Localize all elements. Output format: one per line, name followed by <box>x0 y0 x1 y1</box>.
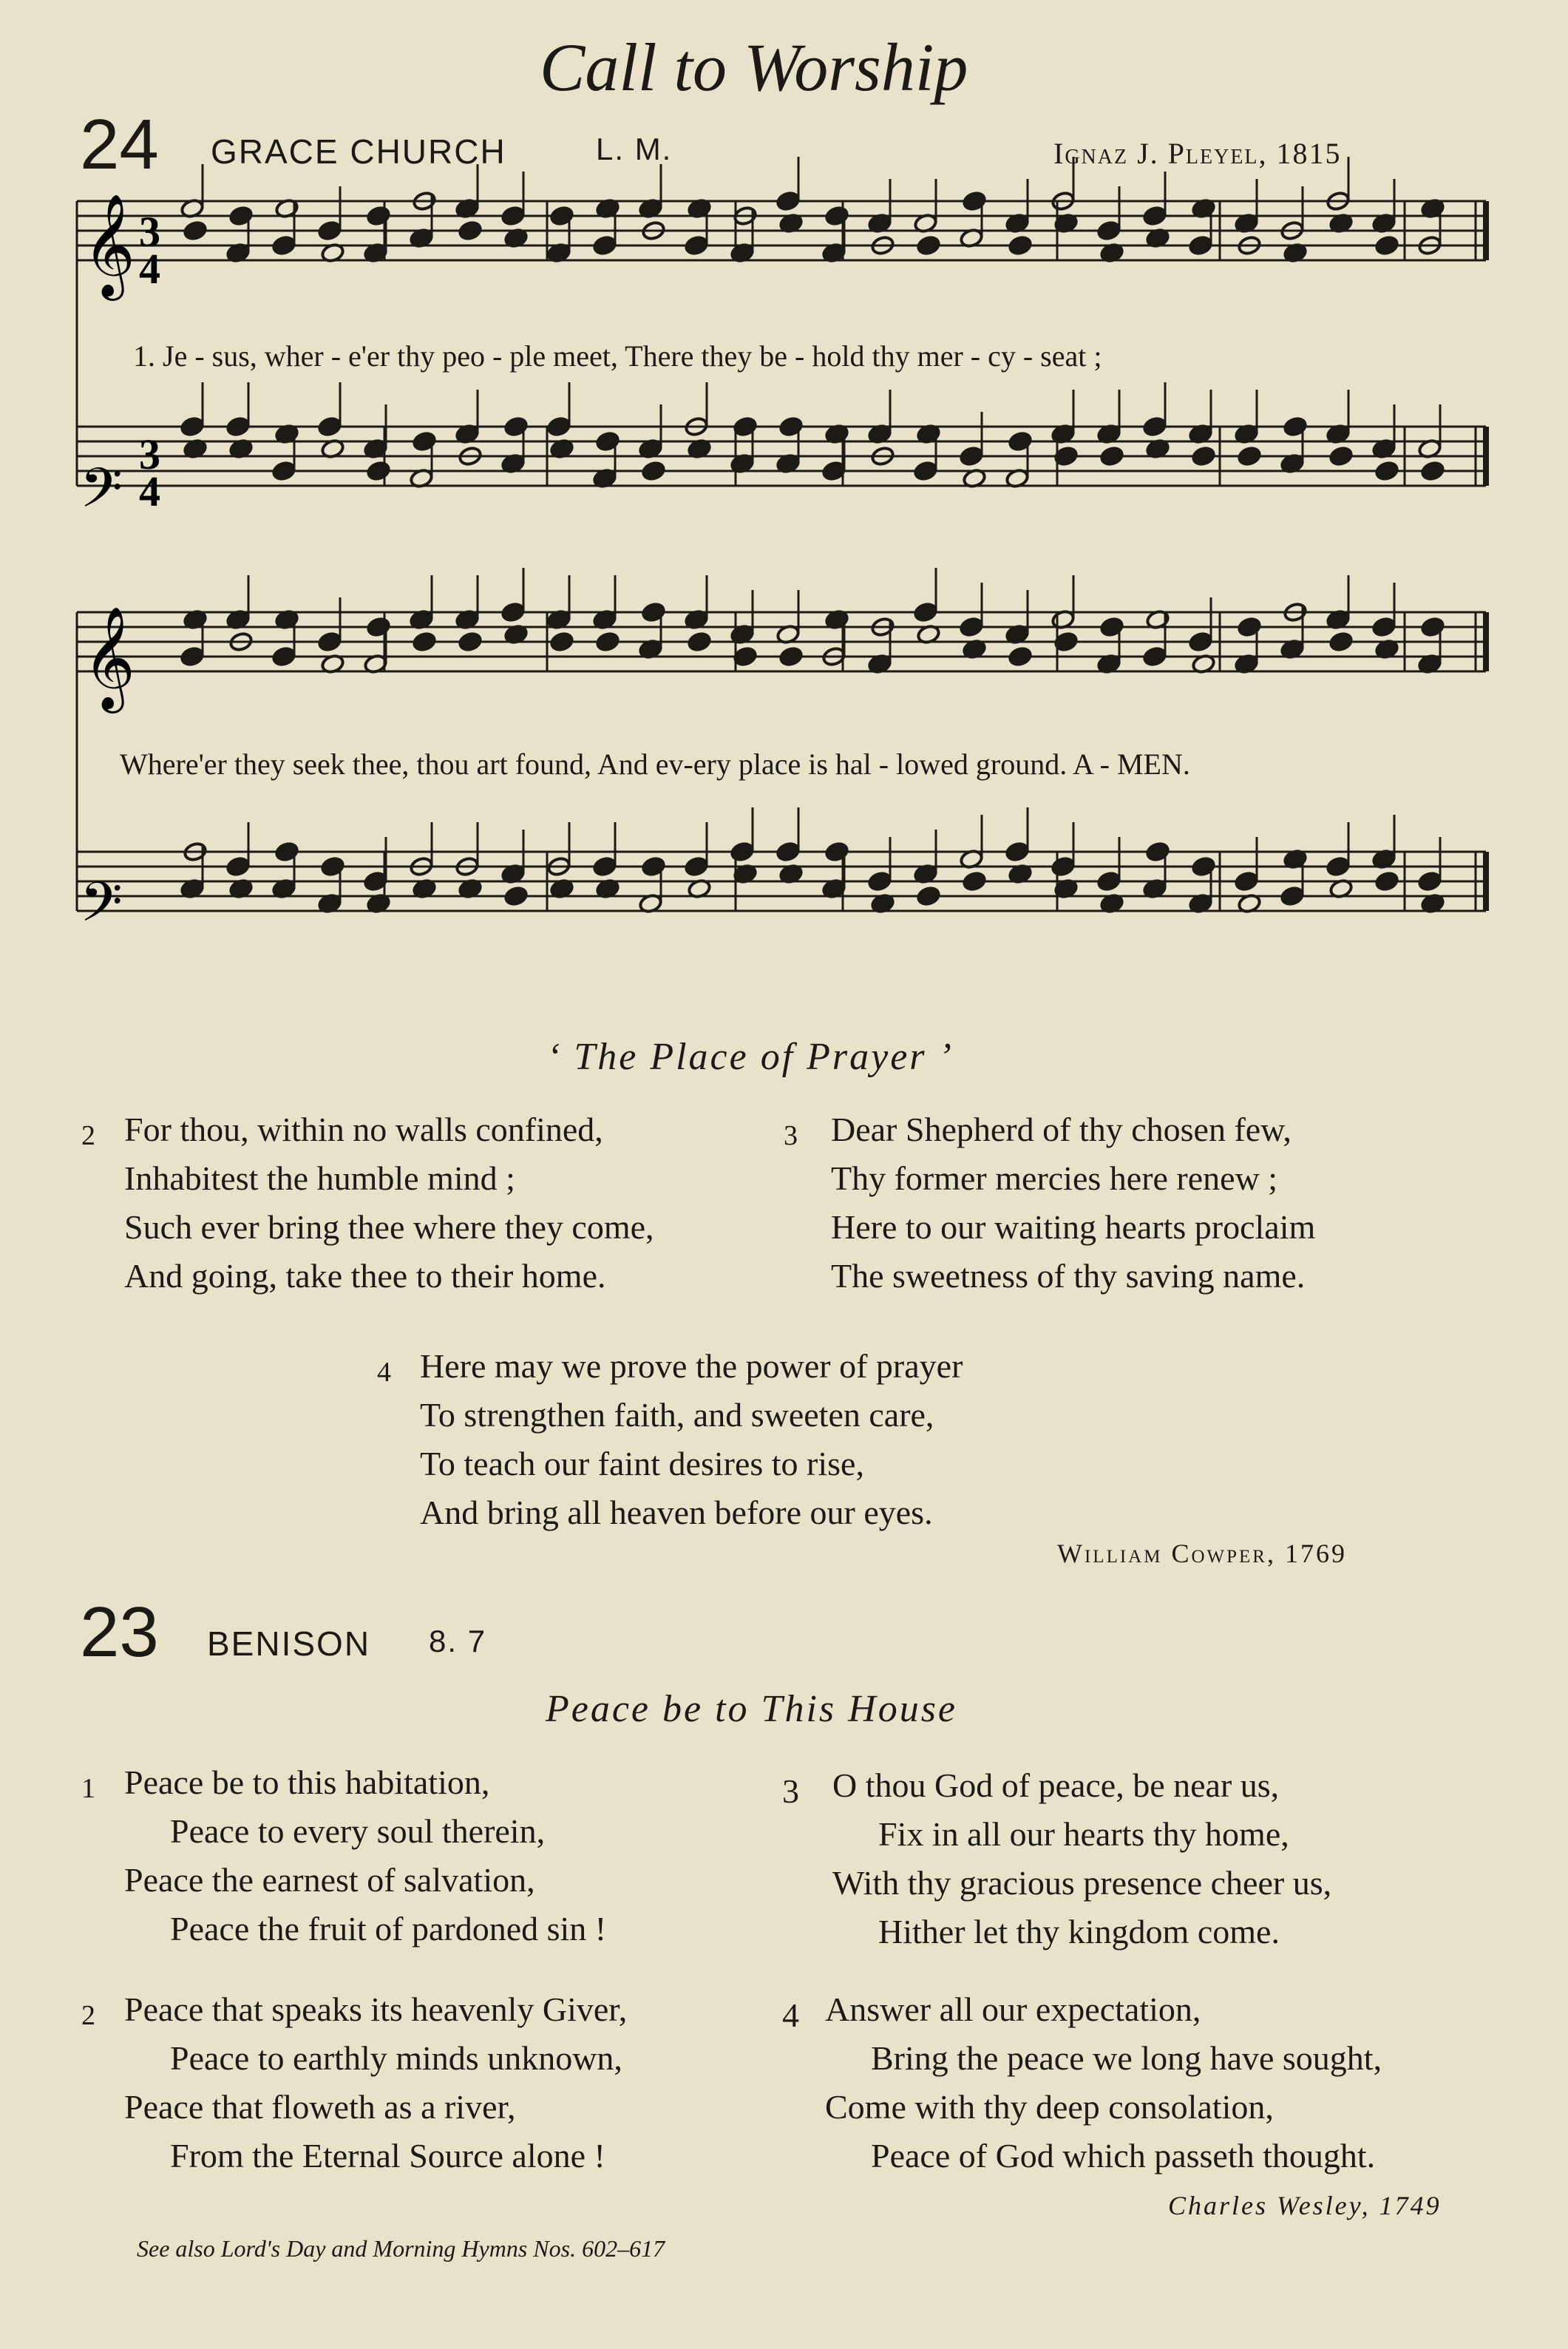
note-head <box>317 416 342 437</box>
note-head <box>1142 416 1167 437</box>
note-head <box>317 631 342 652</box>
lyric-line: Where'er they seek thee, thou art found, And ev-ery place is hal - lowed ground. A - MEN. <box>120 748 1190 781</box>
verse-number: 1 <box>81 1773 95 1804</box>
note-head <box>730 841 754 862</box>
note-head <box>1420 461 1445 481</box>
note-head <box>962 871 986 892</box>
note-head <box>1008 646 1032 667</box>
note-head <box>733 416 757 437</box>
note-head <box>228 206 253 226</box>
note-heads <box>180 157 1445 914</box>
note-head <box>1005 841 1029 862</box>
note-head <box>1234 871 1258 892</box>
note-head <box>1280 886 1304 906</box>
note-head <box>916 886 940 906</box>
note-head <box>1328 446 1353 467</box>
note-head <box>274 841 299 862</box>
note-head <box>595 631 620 652</box>
verse-number: 2 <box>81 2000 95 2031</box>
note-head <box>824 841 849 862</box>
stanza: 2 Peace that speaks its heavenly Giver, Peace to earthly minds unknown, Peace that floweth as a river, From the Eternal Source alone ! <box>81 1990 628 2175</box>
note-head <box>824 206 849 226</box>
note-head <box>959 446 983 467</box>
time-signature-top: 3 <box>139 208 160 256</box>
note-head <box>778 416 803 437</box>
note-head <box>1328 631 1353 652</box>
note-head <box>1374 871 1399 892</box>
stanza: 4 Here may we prove the power of prayer To strengthen faith, and sweeten care, To teach our faint desires to rise, And bring all heaven before our eyes. <box>377 1347 963 1531</box>
meter: 8. 7 <box>429 1624 487 1658</box>
note-head <box>500 602 525 623</box>
note-head <box>1374 235 1399 256</box>
tune-name: BENISON <box>207 1624 371 1663</box>
hymn-number: 24 <box>80 105 159 184</box>
note-head <box>1008 431 1032 452</box>
note-head <box>1417 871 1442 892</box>
stanza: 3 O thou God of peace, be near us, Fix in all our hearts thy home, With thy gracious presence cheer us, Hither let thy kingdom come. <box>782 1766 1332 1950</box>
note-head <box>225 856 250 877</box>
note-head <box>317 220 342 241</box>
note-head <box>684 235 708 256</box>
stanza: 4 Answer all our expectation, Bring the peace we long have sought, Come with thy deep consolation, Peace of God which passeth thought. <box>782 1990 1382 2175</box>
note-head <box>1237 617 1261 637</box>
treble-clef-icon: 𝄞 <box>83 606 135 709</box>
stanza: 3 Dear Shepherd of thy chosen few, Thy former mercies here renew ; Here to our waiting hearts proclaim The sweetness of thy saving name. <box>784 1111 1316 1295</box>
note-head <box>1099 446 1124 467</box>
note-head <box>641 602 665 623</box>
note-head <box>913 461 937 481</box>
note-head <box>180 646 204 667</box>
note-head <box>1142 646 1167 667</box>
note-head <box>641 461 665 481</box>
note-head <box>546 416 571 437</box>
verse-number: 3 <box>784 1120 798 1151</box>
note-head <box>775 841 800 862</box>
music-score <box>0 0 1568 1006</box>
note-head <box>1096 871 1121 892</box>
time-signature-bottom: 4 <box>139 467 160 515</box>
note-head <box>500 206 525 226</box>
verse-number: 3 <box>782 1772 799 1810</box>
note-head <box>1420 617 1445 637</box>
note-head <box>366 461 390 481</box>
note-head <box>962 191 986 211</box>
treble-clef-icon: 𝄞 <box>83 194 135 296</box>
staff-lines <box>77 201 1486 911</box>
note-head <box>592 856 617 877</box>
note-head <box>641 856 665 877</box>
note-head <box>687 631 711 652</box>
note-head <box>595 431 620 452</box>
note-head <box>916 235 940 256</box>
note-head <box>1099 617 1124 637</box>
note-head <box>458 631 482 652</box>
note-head <box>412 431 436 452</box>
time-signature-bottom: 4 <box>139 245 160 293</box>
note-head <box>1191 446 1215 467</box>
note-head <box>959 617 983 637</box>
author: William Cowper, 1769 <box>1057 1539 1347 1568</box>
note-head <box>1283 416 1307 437</box>
note-head <box>684 856 708 877</box>
note-head <box>271 235 296 256</box>
stanza: 1 Peace be to this habitation, Peace to every soul therein, Peace the earnest of salvation, Peace the fruit of pardoned sin ! <box>81 1763 607 1948</box>
note-head <box>1188 235 1212 256</box>
note-head <box>271 646 296 667</box>
author: Charles Wesley, 1749 <box>1168 2191 1442 2220</box>
note-head <box>366 617 390 637</box>
section-title: Call to Worship <box>540 30 968 105</box>
note-head <box>503 416 528 437</box>
note-head <box>1371 617 1396 637</box>
note-head <box>503 886 528 906</box>
verse-number: 2 <box>81 1120 95 1151</box>
bass-clef-icon: 𝄢 <box>80 870 123 948</box>
note-head <box>1051 856 1075 877</box>
lyric-line: 1. Je - sus, wher - e'er thy peo - ple meet, There they be - hold thy mer - cy - seat ; <box>133 339 1102 373</box>
bass-clef-icon: 𝄢 <box>80 456 123 534</box>
note-head <box>1188 631 1212 652</box>
verse-number: 4 <box>377 1357 391 1388</box>
note-head <box>458 220 482 241</box>
note-head <box>1008 235 1032 256</box>
clefs <box>80 194 135 948</box>
note-head <box>1145 841 1170 862</box>
hymn-subtitle: ‘ The Place of Prayer ’ <box>547 1036 954 1078</box>
note-head <box>320 856 345 877</box>
note-head <box>366 206 390 226</box>
note-head <box>549 631 574 652</box>
note-head <box>1374 461 1399 481</box>
verse-number: 4 <box>782 1996 799 2034</box>
note-head <box>778 646 803 667</box>
footer-note: See also Lord's Day and Morning Hymns Nos. 602–617 <box>137 2235 665 2262</box>
time-signature-top: 3 <box>139 430 160 478</box>
composer: Ignaz J. Pleyel, 1815 <box>1053 137 1342 170</box>
note-head <box>913 602 937 623</box>
note-head <box>271 461 296 481</box>
tune-name: GRACE CHURCH <box>211 132 506 171</box>
note-head <box>549 206 574 226</box>
note-head <box>775 191 800 211</box>
note-head <box>1142 206 1167 226</box>
meter: L. M. <box>596 132 673 166</box>
stanza: 2 For thou, within no walls confined, Inhabitest the humble mind ; Such ever bring thee where they come, And going, take thee to their home. <box>81 1111 654 1295</box>
note-head <box>412 631 436 652</box>
hymn-number: 23 <box>80 1593 159 1672</box>
note-head <box>183 220 207 241</box>
note-head <box>1191 856 1215 877</box>
note-head <box>180 416 204 437</box>
note-head <box>592 235 617 256</box>
note-head <box>1326 856 1350 877</box>
hymn-subtitle: Peace be to This House <box>546 1688 958 1730</box>
note-head <box>1237 446 1261 467</box>
note-head <box>225 416 250 437</box>
note-head <box>867 871 892 892</box>
note-head <box>1096 220 1121 241</box>
